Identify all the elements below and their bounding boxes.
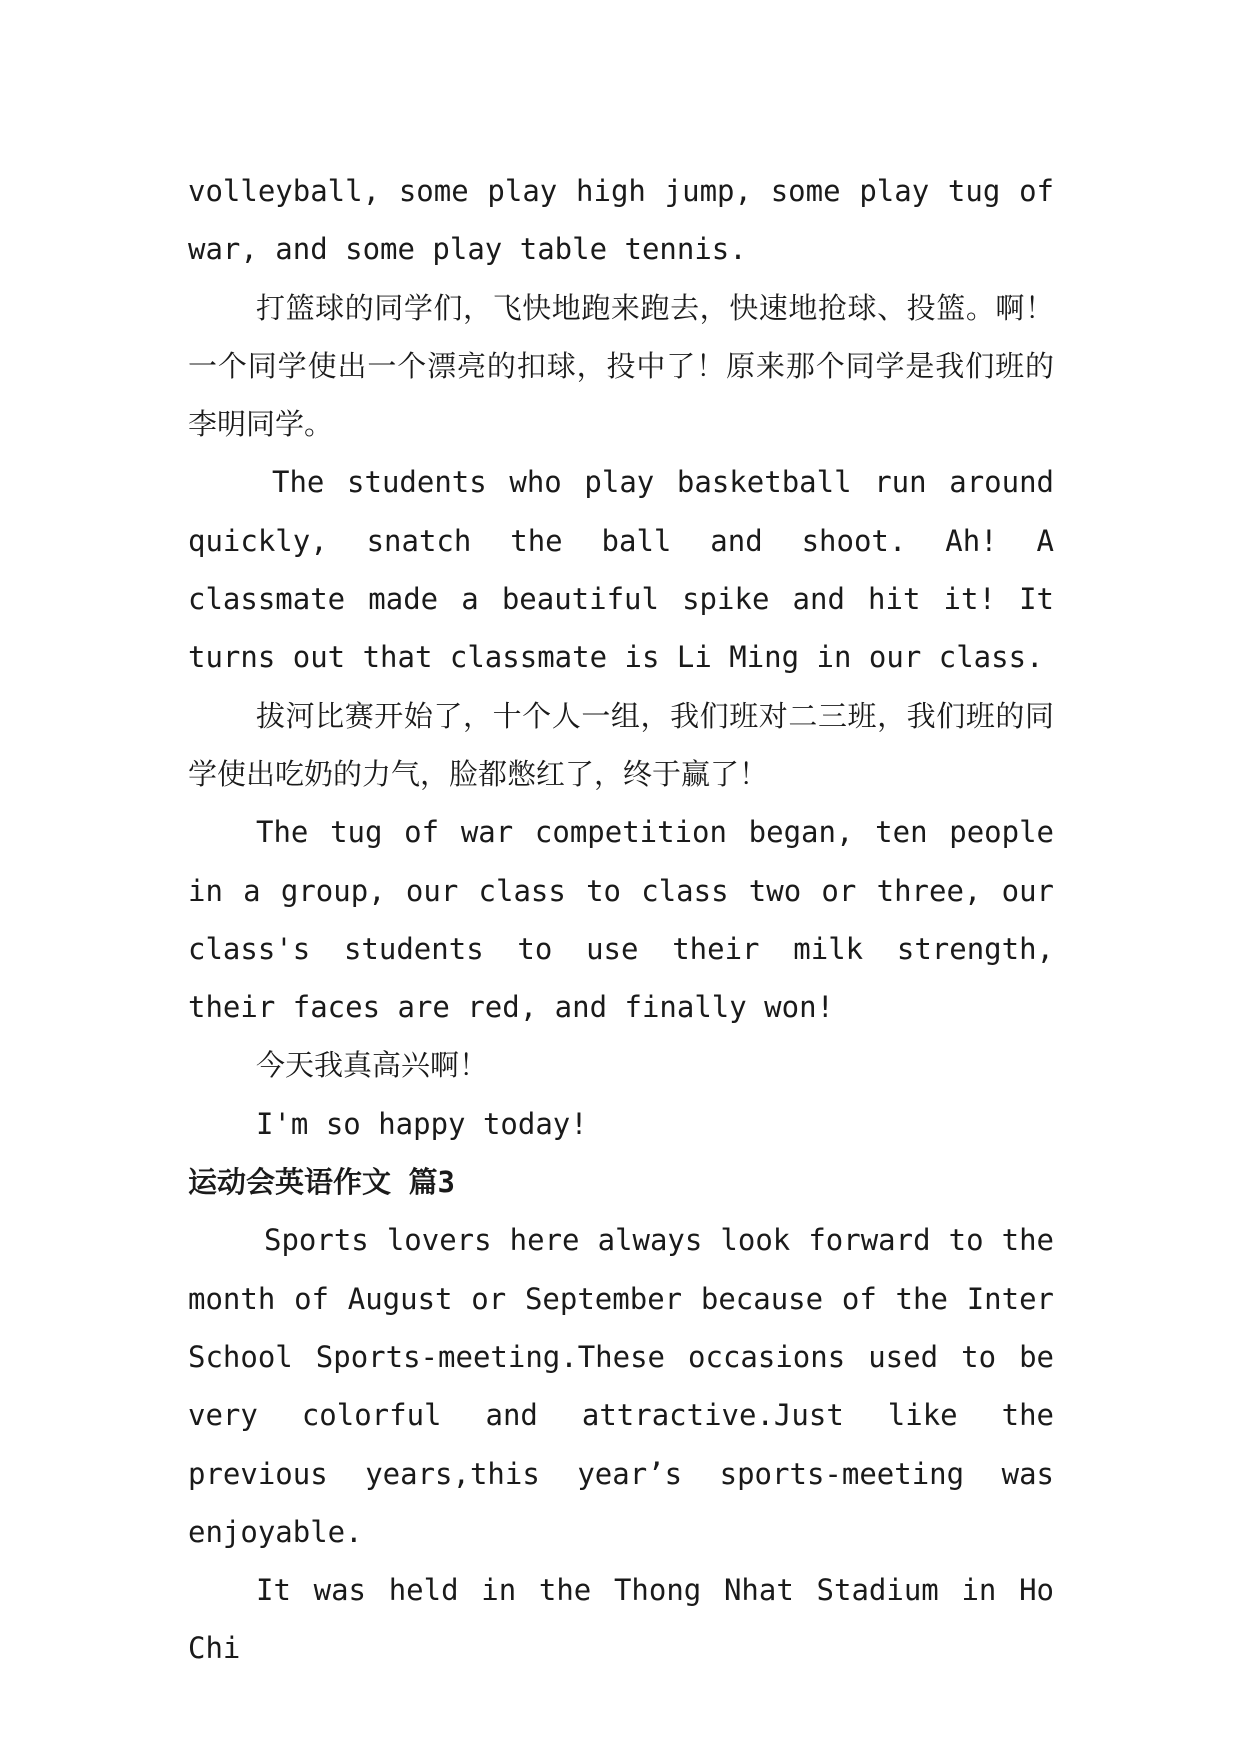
paragraph-basketball-english: The students who play basketball run around quickly, snatch the ball and shoot. Ah! A classmate made a beautiful spike and hit it! It turns out that classmate is Li Ming in our class. (188, 465, 1054, 675)
paragraph-basketball-chinese: 打篮球的同学们，飞快地跑来跑去，快速地抢球、投篮。啊！一个同学使出一个漂亮的扣球，投中了！原来那个同学是我们班的李明同学。 (188, 290, 1054, 442)
paragraph-sports-list-continued: volleyball, some play high jump, some play tug of war, and some play table tennis. (188, 174, 1054, 267)
paragraph-stadium: It was held in the Thong Nhat Stadium in Ho Chi (188, 1573, 1054, 1666)
paragraph-happy-english: I'm so happy today! (256, 1106, 588, 1141)
paragraph-tug-of-war-english: The tug of war competition began, ten people in a group, our class to class two or three, our class's students to use their milk strength, their faces are red, and finally won! (188, 815, 1054, 1025)
document-page (188, 162, 1054, 1678)
section-heading: 运动会英语作文 篇3 (188, 1165, 455, 1200)
paragraph-happy-chinese: 今天我真高兴啊！ (256, 1048, 489, 1083)
paragraph-sports-lovers: Sports lovers here always look forward to the month of August or September because of the Inter School Sports-meeting.These occasions used to be very colorful and attractive.Just like the previous years,this year’s sports-meeting was enjoyable. (188, 1223, 1054, 1549)
paragraph-tug-of-war-chinese: 拔河比赛开始了，十个人一组，我们班对二三班，我们班的同学使出吃奶的力气，脸都憋红了，终于赢了！ (188, 698, 1054, 791)
